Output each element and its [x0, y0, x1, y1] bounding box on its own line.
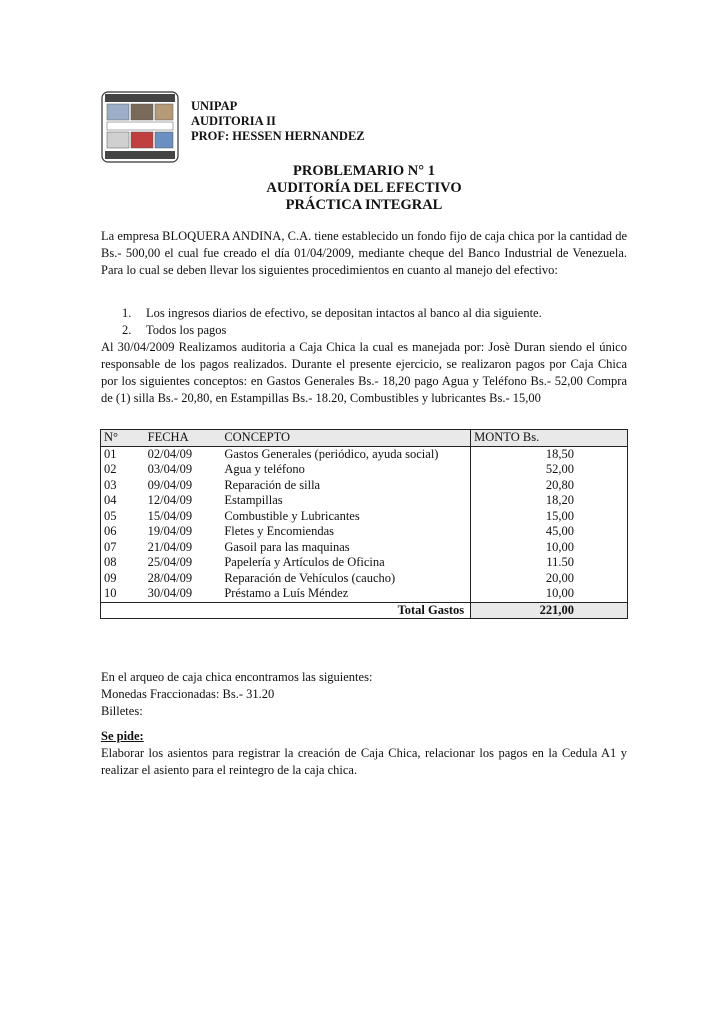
header-concept: CONCEPTO	[221, 430, 470, 447]
arqueo-line-1: En el arqueo de caja chica encontramos las siguientes:	[101, 670, 373, 684]
table-row: 06 19/04/09 Fletes y Encomiendas 45,00	[101, 524, 628, 540]
arqueo-line-3: Billetes:	[101, 704, 143, 718]
course-header	[191, 99, 365, 144]
audit-paragraph: Al 30/04/2009 Realizamos auditoria a Caja Chica la cual es manejada por: Josè Duran siendo el único responsable de los pagos realizados. Durante el presente ejercicio, se realizaron pagos por Caja Chica por los siguientes conceptos: en Gastos Generales Bs.- 18,20 pago Agua y Teléfono Bs.- 52,00 Compra de (1) silla Bs.- 20,80, en Estampillas Bs.- 18.20, Combustibles y lubricantes Bs.- 15,00	[101, 340, 627, 405]
course-name: AUDITORIA II	[191, 114, 276, 128]
intro-paragraph: La empresa BLOQUERA ANDINA, C.A. tiene establecido un fondo fijo de caja chica por la cantidad de Bs.- 500,00 el cual fue creado el día 01/04/2009, mediante cheque del Banco Industrial de Venezuela. Para lo cual se deben llevar los siguientes procedimientos en cuanto al manejo del efectivo:	[101, 229, 627, 277]
list-item: 1. Los ingresos diarios de efectivo, se depositan intactos al banco al dia siguiente.	[122, 306, 542, 320]
procedures-list	[101, 305, 627, 339]
table-row: 10 30/04/09 Préstamo a Luís Méndez 10,00	[101, 586, 628, 602]
table-row: 08 25/04/09 Papelería y Artículos de Oficina 11.50	[101, 555, 628, 571]
list-item: 2. Todos los pagos	[122, 323, 227, 337]
table-row: 09 28/04/09 Reparación de Vehículos (caucho) 20,00	[101, 571, 628, 587]
title-line-2: AUDITORÍA DEL EFECTIVO	[266, 180, 462, 196]
se-pide-section	[101, 728, 627, 779]
table-header-row	[101, 430, 628, 447]
title-line-1: PROBLEMARIO N° 1	[293, 163, 435, 179]
arqueo-line-2: Monedas Fraccionadas: Bs.- 31.20	[101, 687, 275, 701]
title-line-3: PRÁCTICA INTEGRAL	[285, 197, 443, 213]
expenses-table	[100, 429, 628, 619]
table-row: 04 12/04/09 Estampillas 18,20	[101, 493, 628, 509]
table-row: 01 02/04/09 Gastos Generales (periódico, ayuda social) 18,50	[101, 446, 628, 462]
table-row: 02 03/04/09 Agua y teléfono 52,00	[101, 462, 628, 478]
university-name: UNIPAP	[191, 99, 238, 113]
professor-name: PROF: HESSEN HERNANDEZ	[191, 129, 365, 143]
unipap-logo	[101, 91, 179, 163]
table-row: 05 15/04/09 Combustible y Lubricantes 15,00	[101, 509, 628, 525]
document-title	[100, 163, 628, 214]
total-row	[101, 602, 628, 619]
total-value: 221,00	[471, 602, 628, 619]
se-pide-label: Se pide:	[101, 729, 144, 743]
table-row: 03 09/04/09 Reparación de silla 20,80	[101, 478, 628, 494]
header-number: N°	[101, 430, 145, 447]
total-label: Total Gastos	[101, 602, 471, 619]
arqueo-section	[101, 669, 627, 720]
table-row: 07 21/04/09 Gasoil para las maquinas 10,00	[101, 540, 628, 556]
header-amount: MONTO Bs.	[471, 430, 628, 447]
header-date: FECHA	[145, 430, 222, 447]
se-pide-text: Elaborar los asientos para registrar la creación de Caja Chica, relacionar los pagos en la Cedula A1 y realizar el asiento para el reintegro de la caja chica.	[101, 746, 627, 777]
